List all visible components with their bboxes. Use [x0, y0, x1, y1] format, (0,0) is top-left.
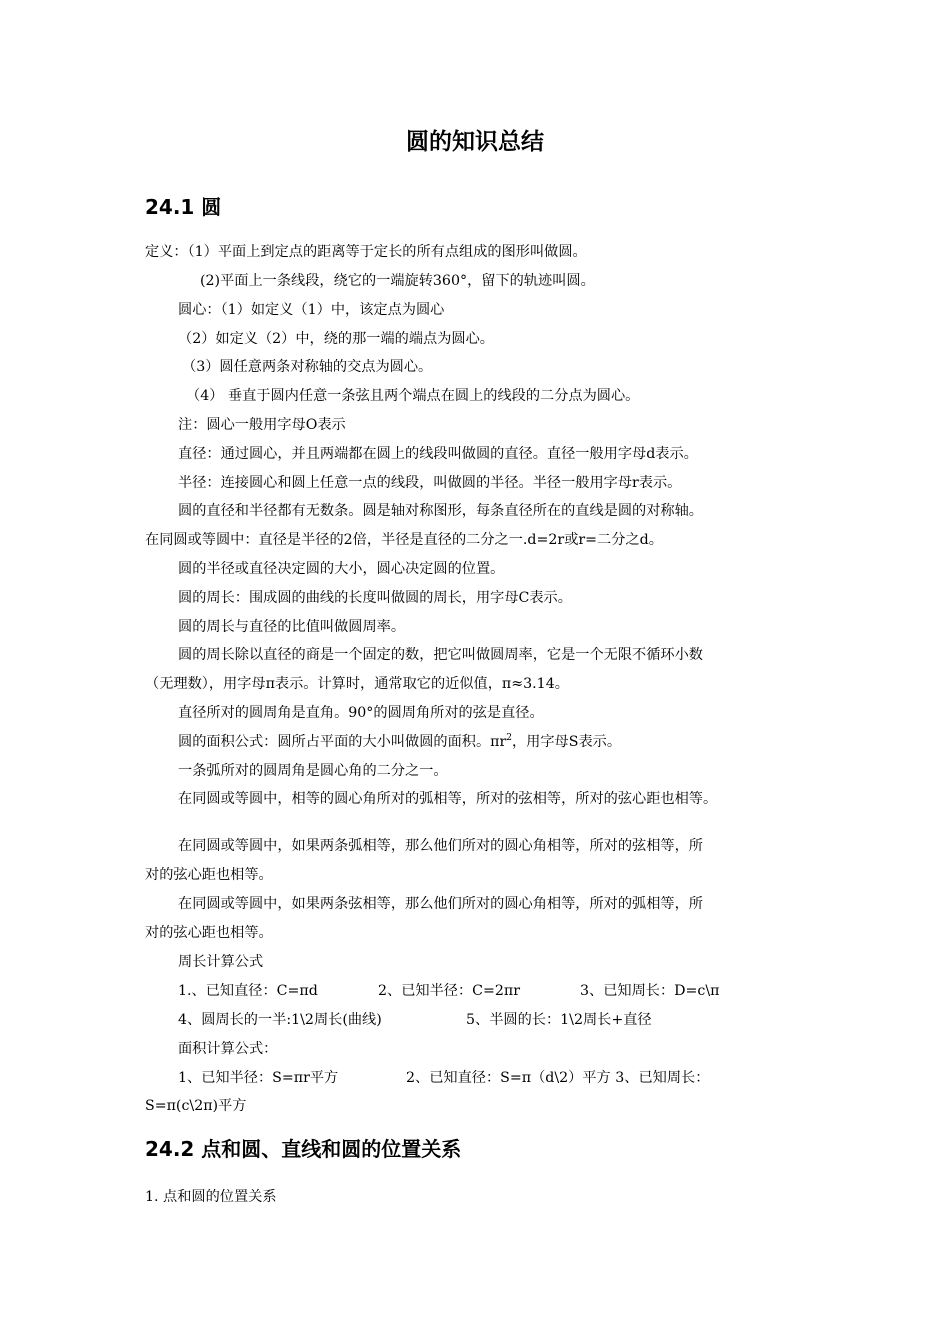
text-line: 直径：通过圆心，并且两端都在圆上的线段叫做圆的直径。直径一般用字母d表示。 [178, 446, 698, 462]
text-line: 一条弧所对的圆周角是圆心角的二分之一。 [178, 763, 448, 779]
list-item: 1. 点和圆的位置关系 [145, 1189, 277, 1205]
superscript-two: 2 [506, 733, 512, 743]
formula-item: 1、已知半径：S=πr平方 [178, 1070, 339, 1086]
area-formula-text: 圆的面积公式：圆所占平面的大小叫做圆的面积。πr [178, 734, 507, 750]
text-line: 在同圆或等圆中，如果两条弧相等，那么他们所对的圆心角相等，所对的弦相等，所 [178, 838, 703, 854]
text-line: 在同圆或等圆中：直径是半径的2倍，半径是直径的二分之一.d=2r或r=二分之d。 [145, 532, 663, 548]
area-formula-suffix: ，用字母S表示。 [511, 734, 622, 750]
text-line: 定义：（1）平面上到定点的距离等于定长的所有点组成的图形叫做圆。 [145, 244, 587, 260]
text-line: 对的弦心距也相等。 [145, 867, 273, 883]
text-line: 注：圆心一般用字母O表示 [178, 417, 346, 433]
formula-item: 4、圆周长的一半:1\2周长(曲线) [178, 1012, 382, 1028]
formula-item: S=π(c\2π)平方 [145, 1098, 247, 1114]
text-line: （2）如定义（2）中，绕的那一端的端点为圆心。 [178, 331, 494, 347]
text-line: 半径：连接圆心和圆上任意一点的线段，叫做圆的半径。半径一般用字母r表示。 [178, 475, 682, 491]
perimeter-formulas-heading: 周长计算公式 [178, 954, 264, 970]
formula-item: 2、已知半径：C=2πr [378, 983, 521, 999]
page-title: 圆的知识总结 [406, 129, 544, 155]
text-line: 圆的周长：围成圆的曲线的长度叫做圆的周长，用字母C表示。 [178, 590, 572, 606]
formula-item: 1.、已知直径：C=πd [178, 983, 318, 999]
text-line: 直径所对的圆周角是直角。90°的圆周角所对的弦是直径。 [178, 705, 544, 721]
text-line: (2)平面上一条线段，绕它的一端旋转360°，留下的轨迹叫圆。 [200, 273, 595, 289]
formula-item: 5、半圆的长：1\2周长+直径 [466, 1012, 652, 1028]
text-line: 在同圆或等圆中，相等的圆心角所对的弧相等，所对的弦相等，所对的弦心距也相等。 [178, 791, 718, 807]
section-heading-24-1: 24.1 圆 [145, 195, 222, 219]
area-formulas-heading: 面积计算公式： [178, 1041, 278, 1057]
text-line: 圆的半径或直径决定圆的大小，圆心决定圆的位置。 [178, 561, 505, 577]
text-line: 圆的直径和半径都有无数条。圆是轴对称图形，每条直径所在的直线是圆的对称轴。 [178, 503, 703, 519]
text-line: （4） 垂直于圆内任意一条弦且两个端点在圆上的线段的二分点为圆心。 [186, 388, 640, 404]
formula-item: 2、已知直径：S=π（d\2）平方 3、已知周长： [406, 1070, 710, 1086]
text-line: 圆心：（1）如定义（1）中，该定点为圆心 [178, 302, 445, 318]
area-formula-line [178, 732, 621, 752]
text-line: 圆的周长除以直径的商是一个固定的数，把它叫做圆周率，它是一个无限不循环小数 [178, 647, 703, 663]
text-line: 对的弦心距也相等。 [145, 925, 273, 941]
text-line: （无理数），用字母π表示。计算时，通常取它的近似值，π≈3.14。 [145, 676, 569, 692]
text-line: 圆的周长与直径的比值叫做圆周率。 [178, 619, 406, 635]
formula-item: 3、已知周长：D=c\π [580, 983, 720, 999]
section-heading-24-2: 24.2 点和圆、直线和圆的位置关系 [145, 1137, 462, 1161]
text-line: 在同圆或等圆中，如果两条弦相等，那么他们所对的圆心角相等，所对的弧相等，所 [178, 896, 703, 912]
text-line: （3）圆任意两条对称轴的交点为圆心。 [182, 359, 433, 375]
